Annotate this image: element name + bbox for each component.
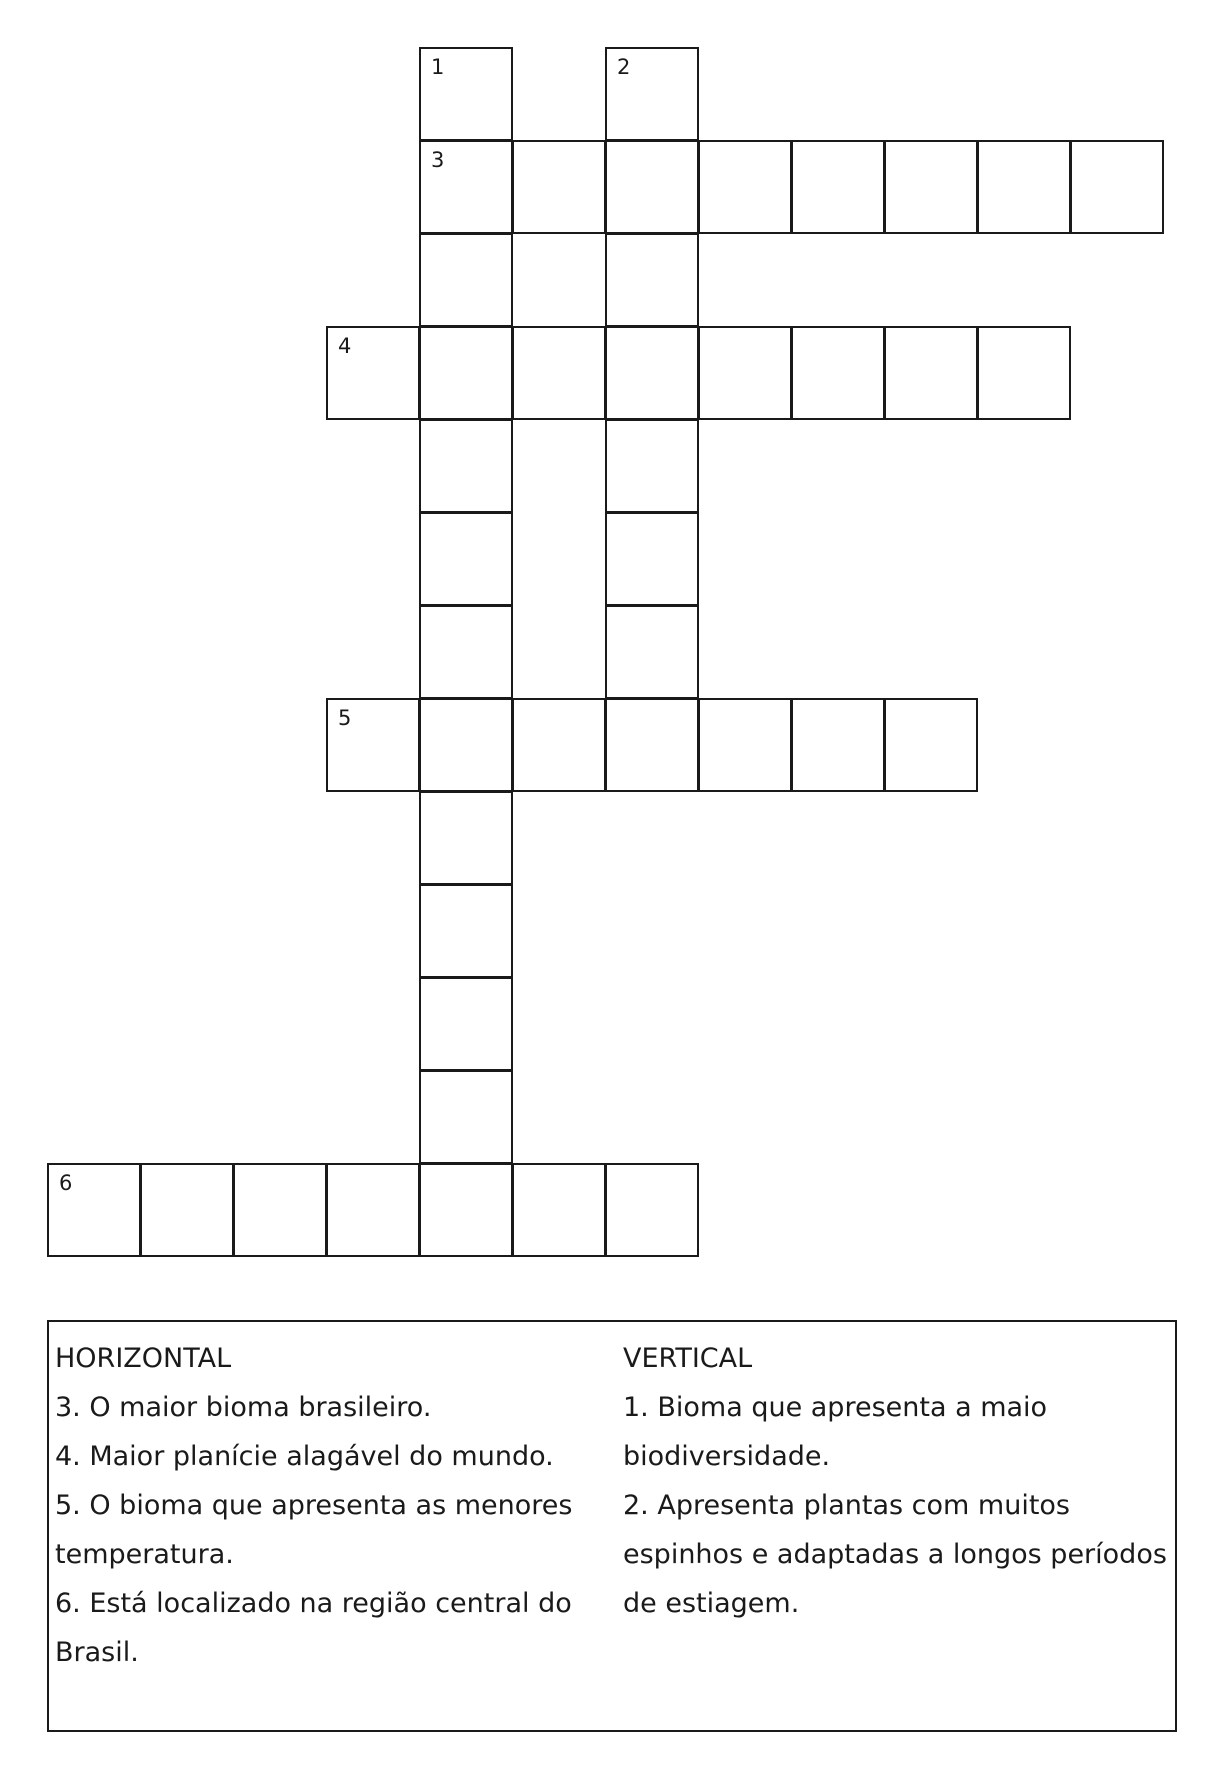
grid-cell[interactable] bbox=[419, 884, 513, 978]
grid-cell[interactable] bbox=[326, 1163, 420, 1257]
grid-cell[interactable] bbox=[605, 233, 699, 327]
grid-cell[interactable] bbox=[698, 326, 792, 420]
grid-cell[interactable] bbox=[791, 140, 885, 234]
grid-cell[interactable] bbox=[419, 1070, 513, 1164]
grid-cell[interactable] bbox=[791, 326, 885, 420]
grid-cell[interactable] bbox=[884, 698, 978, 792]
grid-cell[interactable] bbox=[512, 1163, 606, 1257]
clue-number: 1 bbox=[431, 55, 445, 79]
grid-cell[interactable] bbox=[884, 326, 978, 420]
grid-cell[interactable] bbox=[419, 977, 513, 1071]
clue-number: 2 bbox=[617, 55, 631, 79]
clue-line: temperatura. bbox=[55, 1539, 234, 1570]
horizontal-heading: HORIZONTAL bbox=[55, 1343, 232, 1374]
grid-cell[interactable] bbox=[605, 605, 699, 699]
grid-cell[interactable] bbox=[419, 47, 513, 141]
grid-cell[interactable] bbox=[512, 698, 606, 792]
clue-line: de estiagem. bbox=[623, 1588, 800, 1619]
grid-cell[interactable] bbox=[605, 698, 699, 792]
grid-cell[interactable] bbox=[419, 326, 513, 420]
grid-cell[interactable] bbox=[419, 233, 513, 327]
grid-cell[interactable] bbox=[605, 512, 699, 606]
grid-cell[interactable] bbox=[419, 140, 513, 234]
clue-line: 5. O bioma que apresenta as menores bbox=[55, 1490, 573, 1521]
clue-line: biodiversidade. bbox=[623, 1441, 831, 1472]
clue-line: 4. Maior planície alagável do mundo. bbox=[55, 1441, 554, 1472]
grid-cell[interactable] bbox=[605, 140, 699, 234]
clue-line: Brasil. bbox=[55, 1637, 139, 1668]
grid-cell[interactable] bbox=[419, 698, 513, 792]
clue-number: 6 bbox=[59, 1171, 73, 1195]
clue-line: 6. Está localizado na região central do bbox=[55, 1588, 572, 1619]
grid-cell[interactable] bbox=[512, 326, 606, 420]
grid-cell[interactable] bbox=[419, 419, 513, 513]
grid-cell[interactable] bbox=[512, 140, 606, 234]
grid-cell[interactable] bbox=[140, 1163, 234, 1257]
clue-number: 5 bbox=[338, 706, 352, 730]
clue-number: 4 bbox=[338, 334, 352, 358]
grid-cell[interactable] bbox=[977, 140, 1071, 234]
clue-line: 1. Bioma que apresenta a maio bbox=[623, 1392, 1048, 1423]
grid-cell[interactable] bbox=[419, 605, 513, 699]
grid-cell[interactable] bbox=[698, 698, 792, 792]
grid-cell[interactable] bbox=[233, 1163, 327, 1257]
clue-line: espinhos e adaptadas a longos períodos bbox=[623, 1539, 1167, 1570]
grid-cell[interactable] bbox=[47, 1163, 141, 1257]
vertical-clues bbox=[623, 1334, 1173, 1628]
grid-cell[interactable] bbox=[605, 326, 699, 420]
grid-cell[interactable] bbox=[884, 140, 978, 234]
vertical-heading: VERTICAL bbox=[623, 1343, 753, 1374]
grid-cell[interactable] bbox=[1070, 140, 1164, 234]
grid-cell[interactable] bbox=[791, 698, 885, 792]
grid-cell[interactable] bbox=[419, 1163, 513, 1257]
grid-cell[interactable] bbox=[605, 1163, 699, 1257]
grid-cell[interactable] bbox=[977, 326, 1071, 420]
grid-cell[interactable] bbox=[419, 791, 513, 885]
clue-line: 3. O maior bioma brasileiro. bbox=[55, 1392, 432, 1423]
clue-line: 2. Apresenta plantas com muitos bbox=[623, 1490, 1070, 1521]
grid-cell[interactable] bbox=[698, 140, 792, 234]
grid-cell[interactable] bbox=[419, 512, 513, 606]
grid-cell[interactable] bbox=[326, 326, 420, 420]
grid-cell[interactable] bbox=[605, 419, 699, 513]
grid-cell[interactable] bbox=[605, 47, 699, 141]
grid-cell[interactable] bbox=[326, 698, 420, 792]
clues-box bbox=[47, 1320, 1177, 1732]
horizontal-clues bbox=[55, 1334, 615, 1677]
clue-number: 3 bbox=[431, 148, 445, 172]
